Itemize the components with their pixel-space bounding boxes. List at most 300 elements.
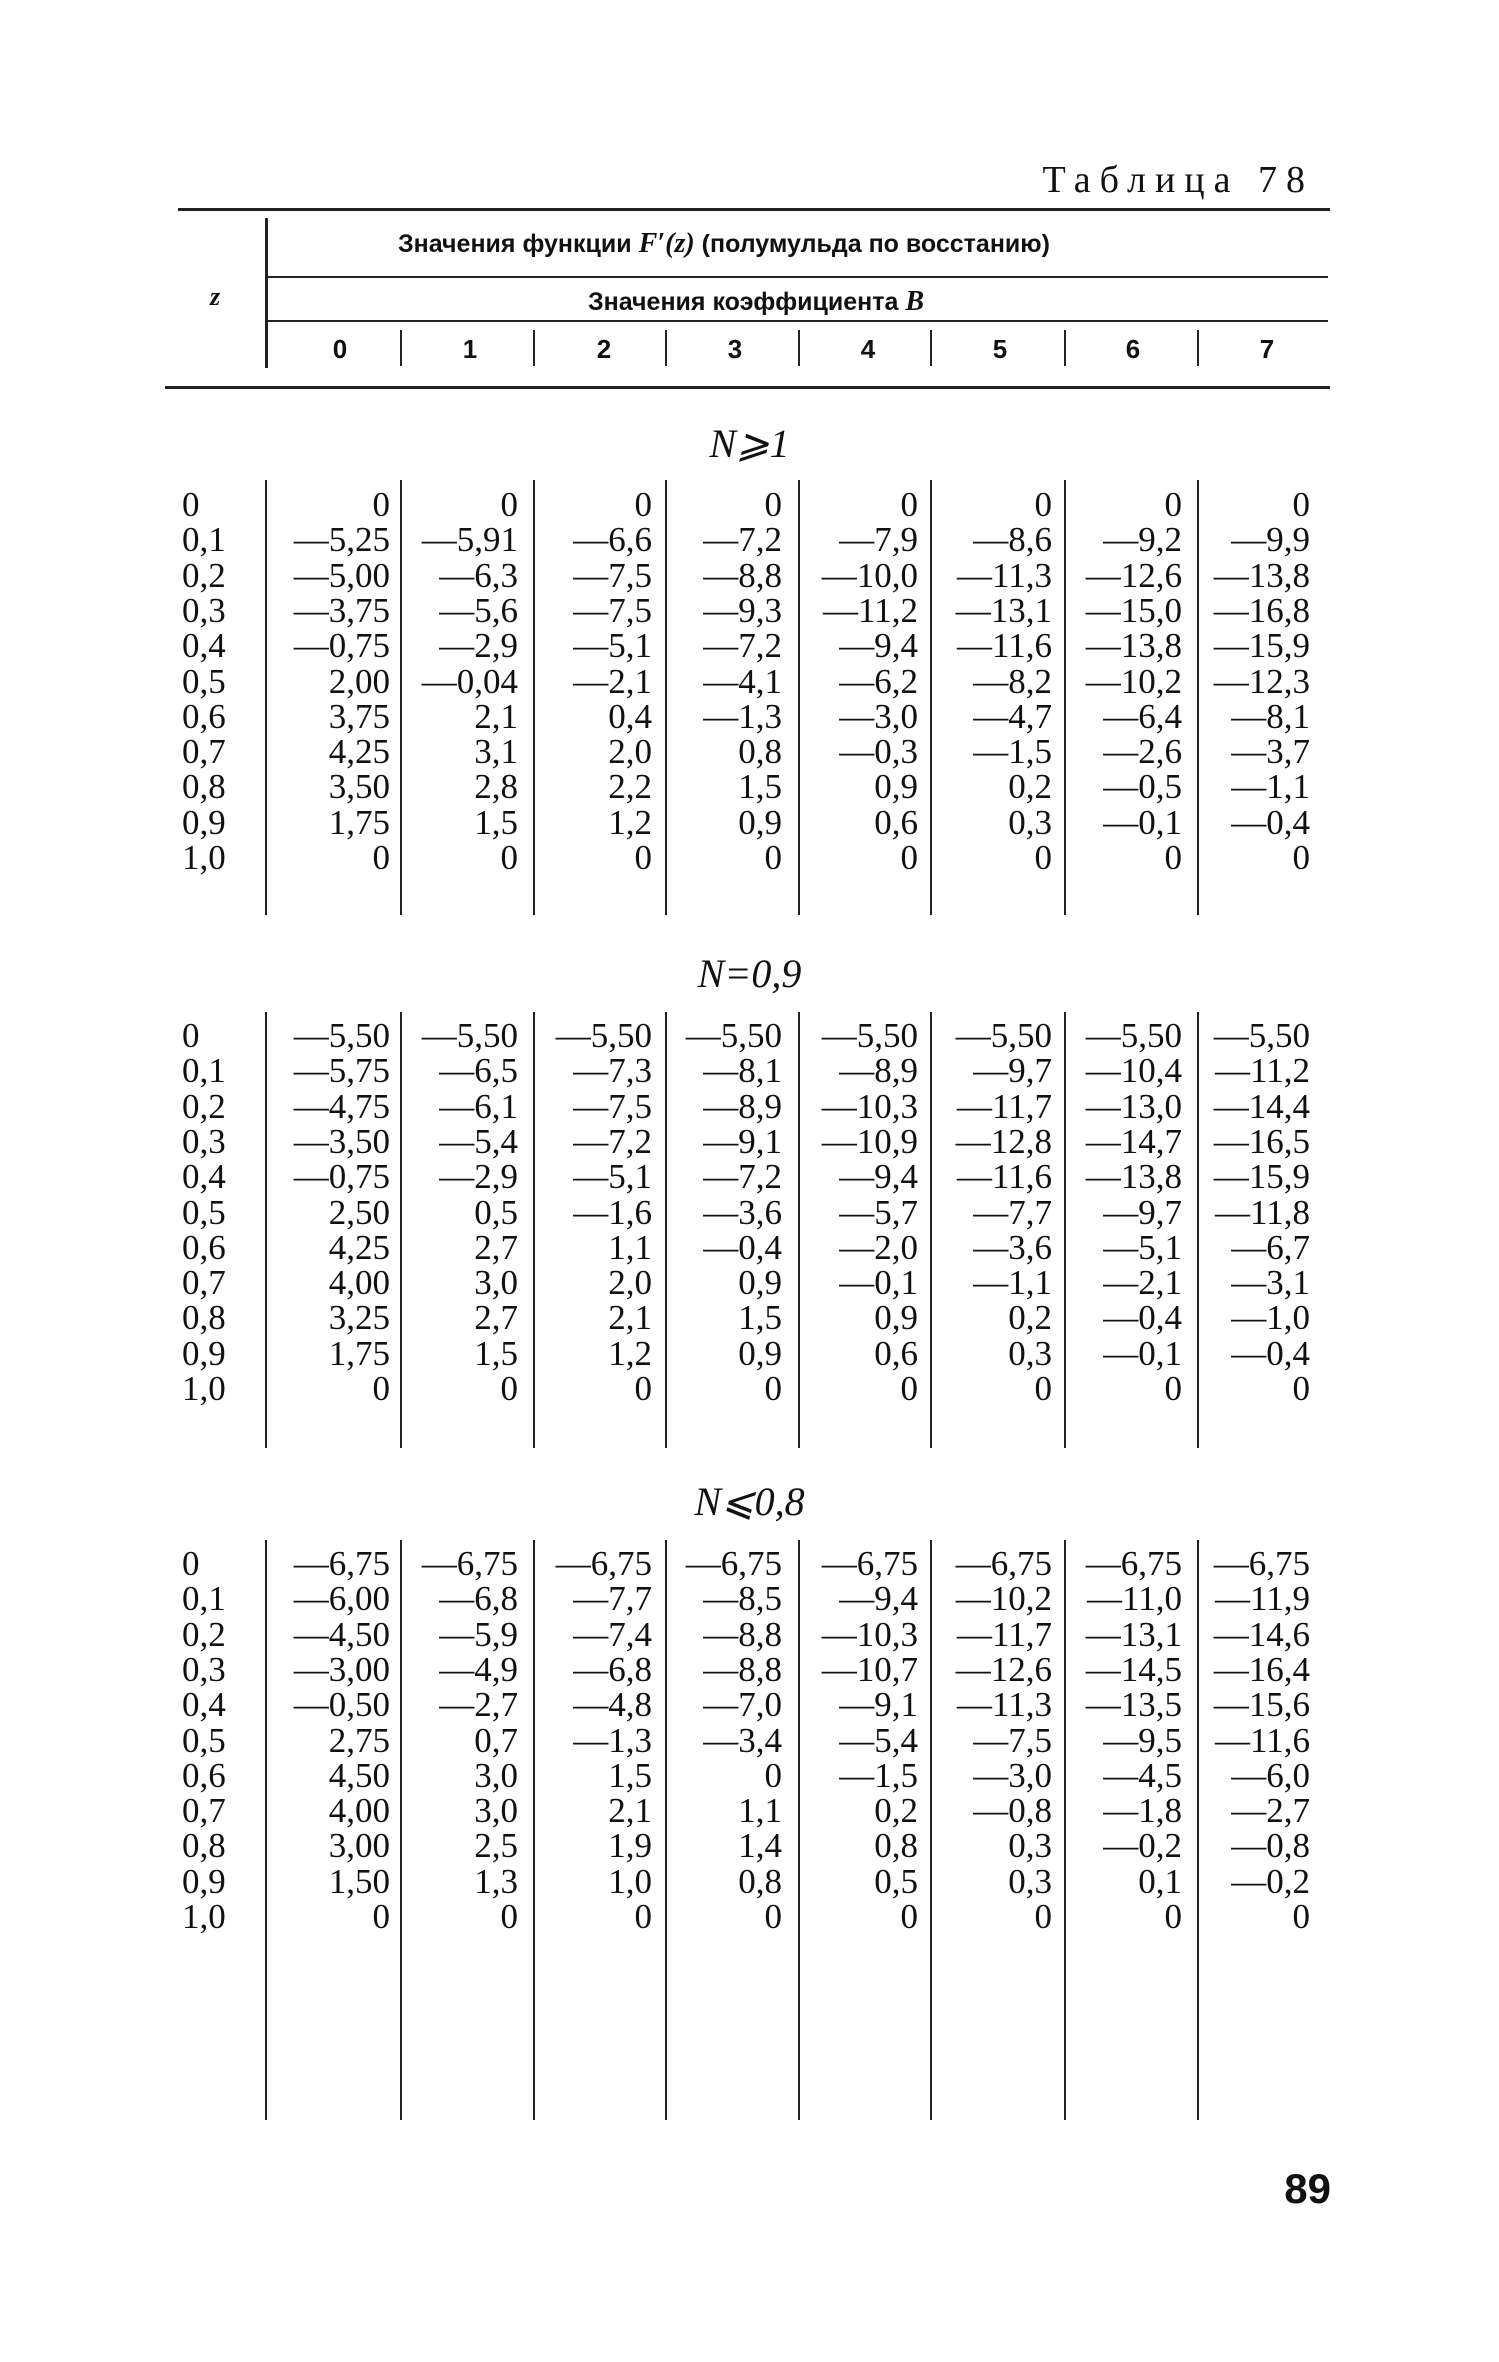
table-cell: 3,0 <box>474 1791 518 1831</box>
header-column-divider <box>1064 330 1066 366</box>
table-cell: —6,8 <box>573 1649 652 1689</box>
table-cell: —9,3 <box>703 590 782 630</box>
z-value: 0,2 <box>182 555 226 595</box>
column-rule <box>265 480 267 915</box>
table-cell: —5,7 <box>839 1192 918 1232</box>
table-cell: 0 <box>1164 1369 1182 1408</box>
table-cell: 0,3 <box>1008 1333 1052 1373</box>
table-cell: 3,25 <box>328 1298 390 1338</box>
header-column-divider <box>1197 330 1199 366</box>
table-cell: —0,1 <box>839 1263 918 1303</box>
table-cell: 0 <box>634 1897 652 1936</box>
table-cell: —9,7 <box>1103 1192 1182 1232</box>
table-cell: —9,7 <box>973 1051 1052 1091</box>
table-cell: 0 <box>1034 1897 1052 1936</box>
z-value: 0,5 <box>182 661 226 701</box>
table-cell: —7,3 <box>573 1051 652 1091</box>
table-cell: —2,7 <box>439 1685 518 1725</box>
table-cell: —0,04 <box>421 661 518 701</box>
table-cell: —11,3 <box>957 1685 1052 1725</box>
table-cell: —12,6 <box>955 1649 1052 1689</box>
table-cell: —13,0 <box>1085 1086 1182 1126</box>
table-cell: 0,4 <box>608 696 652 736</box>
table-cell: 1,1 <box>738 1791 782 1831</box>
table-cell: —8,8 <box>703 1649 782 1689</box>
table-cell: —7,2 <box>703 626 782 666</box>
table-cell: 0 <box>372 485 390 524</box>
table-cell: —5,50 <box>821 1016 918 1055</box>
table-cell: 0 <box>1292 485 1310 524</box>
table-cell: —10,2 <box>955 1579 1052 1619</box>
z-value: 0 <box>182 485 200 524</box>
table-cell: —8,9 <box>703 1086 782 1126</box>
table-cell: —4,8 <box>573 1685 652 1725</box>
z-value: 0,6 <box>182 696 226 736</box>
table-cell: —2,6 <box>1103 732 1182 772</box>
table-cell: —12,6 <box>1085 555 1182 595</box>
table-cell: —8,1 <box>1231 696 1310 736</box>
table-cell: —7,5 <box>573 555 652 595</box>
table-cell: 4,00 <box>328 1791 390 1831</box>
table-cell: —5,50 <box>555 1016 652 1055</box>
table-cell: —6,75 <box>293 1544 390 1583</box>
table-cell: 2,2 <box>608 767 652 807</box>
table-cell: —6,75 <box>955 1544 1052 1583</box>
table-cell: 0,2 <box>1008 1298 1052 1338</box>
table-cell: —16,8 <box>1213 590 1310 630</box>
table-cell: —4,5 <box>1103 1755 1182 1795</box>
z-value: 0,3 <box>182 590 226 630</box>
z-value: 1,0 <box>182 838 226 877</box>
z-value: 0 <box>182 1016 200 1055</box>
table-cell: 0 <box>900 1897 918 1936</box>
table-cell: 0,3 <box>1008 1861 1052 1901</box>
table-cell: 2,1 <box>608 1298 652 1338</box>
table-cell: —1,8 <box>1103 1791 1182 1831</box>
table-cell: —11,9 <box>1215 1579 1310 1619</box>
table-cell: —6,75 <box>1085 1544 1182 1583</box>
table-cell: —8,9 <box>839 1051 918 1091</box>
table-cell: 4,00 <box>328 1263 390 1303</box>
table-cell: 1,9 <box>608 1826 652 1866</box>
table-cell: 1,5 <box>608 1755 652 1795</box>
table-cell: —6,4 <box>1103 696 1182 736</box>
table-cell: 0,9 <box>738 1263 782 1303</box>
table-cell: —11,2 <box>823 590 918 630</box>
table-cell: —11,8 <box>1215 1192 1310 1232</box>
table-cell: —0,75 <box>293 626 390 666</box>
table-cell: —3,7 <box>1231 732 1310 772</box>
table-cell: —14,4 <box>1213 1086 1310 1126</box>
table-cell: 2,1 <box>608 1791 652 1831</box>
table-cell: 1,0 <box>608 1861 652 1901</box>
table-cell: —13,1 <box>955 590 1052 630</box>
table-cell: —12,8 <box>955 1121 1052 1161</box>
table-cell: —10,9 <box>821 1121 918 1161</box>
table-cell: —0,4 <box>703 1227 782 1267</box>
z-value: 1,0 <box>182 1897 226 1936</box>
table-cell: 2,0 <box>608 732 652 772</box>
table-cell: —11,7 <box>957 1614 1052 1654</box>
table-cell: —11,2 <box>1215 1051 1310 1091</box>
table-cell: 0 <box>764 485 782 524</box>
table-cell: 1,75 <box>328 1333 390 1373</box>
table-cell: 1,5 <box>474 1333 518 1373</box>
table-cell: —0,1 <box>1103 802 1182 842</box>
z-value: 0,8 <box>182 1298 226 1338</box>
table-cell: 0,3 <box>1008 1826 1052 1866</box>
z-value: 0,9 <box>182 1861 226 1901</box>
z-value: 0,9 <box>182 802 226 842</box>
z-value: 0,3 <box>182 1121 226 1161</box>
function-title-pre: Значения функции <box>398 230 632 258</box>
table-cell: —11,7 <box>957 1086 1052 1126</box>
section-title: N⩽0,8 <box>694 1479 805 1524</box>
table-cell: —11,0 <box>1087 1579 1182 1619</box>
table-cell: —13,8 <box>1085 1157 1182 1197</box>
column-number: 0 <box>332 334 348 364</box>
table-cell: 0 <box>372 1897 390 1936</box>
table-cell: —6,0 <box>1231 1755 1310 1795</box>
table-cell: —10,0 <box>821 555 918 595</box>
table-cell: 1,75 <box>328 802 390 842</box>
header-column-divider <box>930 330 932 366</box>
table-cell: 3,1 <box>474 732 518 772</box>
column-number: 6 <box>1125 334 1141 364</box>
table-cell: 2,75 <box>328 1720 390 1760</box>
table-cell: —1,0 <box>1231 1298 1310 1338</box>
table-cell: 0 <box>634 838 652 877</box>
table-cell: —15,0 <box>1085 590 1182 630</box>
table-cell: 2,00 <box>328 661 390 701</box>
table-cell: —14,6 <box>1213 1614 1310 1654</box>
table-cell: —2,7 <box>1231 1791 1310 1831</box>
table-cell: —5,50 <box>293 1016 390 1055</box>
table-cell: —1,1 <box>973 1263 1052 1303</box>
table-cell: —0,8 <box>1231 1826 1310 1866</box>
table-cell: —3,6 <box>703 1192 782 1232</box>
table-cell: —7,5 <box>573 590 652 630</box>
column-rule <box>265 1012 267 1448</box>
table-cell: —5,25 <box>293 520 390 560</box>
table-cell: 0,9 <box>738 802 782 842</box>
table-cell: 0 <box>500 485 518 524</box>
coefficient-title <box>588 286 924 318</box>
table-cell: 1,3 <box>474 1861 518 1901</box>
table-cell: —2,9 <box>439 626 518 666</box>
table-cell: —6,75 <box>421 1544 518 1583</box>
header-mid-rule-1 <box>268 276 1328 278</box>
table-cell: 0 <box>1034 485 1052 524</box>
z-value: 0,1 <box>182 1579 226 1619</box>
table-cell: —0,4 <box>1231 1333 1310 1373</box>
z-value: 0,5 <box>182 1192 226 1232</box>
table-cell: —7,7 <box>573 1579 652 1619</box>
table-cell: 3,00 <box>328 1826 390 1866</box>
table-cell: —0,1 <box>1103 1333 1182 1373</box>
table-cell: —12,3 <box>1213 661 1310 701</box>
table-cell: —6,75 <box>1213 1544 1310 1583</box>
table-cell: 0 <box>764 1755 782 1795</box>
table-cell: —14,5 <box>1085 1649 1182 1689</box>
function-symbol: F′(z) <box>638 228 695 259</box>
table-cell: —5,50 <box>1213 1016 1310 1055</box>
table-cell: —1,6 <box>573 1192 652 1232</box>
table-cell: —4,50 <box>293 1614 390 1654</box>
column-number: 2 <box>596 334 612 364</box>
table-cell: —11,6 <box>957 626 1052 666</box>
table-cell: 0,5 <box>874 1861 918 1901</box>
table-cell: 0 <box>634 485 652 524</box>
table-cell: 2,0 <box>608 1263 652 1303</box>
table-cell: 2,7 <box>474 1298 518 1338</box>
table-cell: —7,2 <box>703 520 782 560</box>
table-cell: —6,8 <box>439 1579 518 1619</box>
table-cell: —5,9 <box>439 1614 518 1654</box>
table-cell: —1,1 <box>1231 767 1310 807</box>
table-cell: —0,2 <box>1103 1826 1182 1866</box>
table-cell: 3,0 <box>474 1263 518 1303</box>
table-cell: —9,1 <box>839 1685 918 1725</box>
table-cell: 0,2 <box>874 1791 918 1831</box>
z-column-header: z <box>210 282 221 311</box>
table-cell: —8,8 <box>703 1614 782 1654</box>
table-cell: —6,7 <box>1231 1227 1310 1267</box>
table-cell: —11,3 <box>957 555 1052 595</box>
table-cell: 0 <box>900 1369 918 1408</box>
column-number: 7 <box>1259 334 1275 364</box>
z-value: 0,6 <box>182 1755 226 1795</box>
table-cell: —5,1 <box>1103 1227 1182 1267</box>
table-cell: 0 <box>900 838 918 877</box>
z-value: 0,7 <box>182 732 226 772</box>
column-number: 1 <box>462 334 478 364</box>
table-cell: 0 <box>1034 838 1052 877</box>
table-cell: —15,9 <box>1213 1157 1310 1197</box>
table-cell: 0,8 <box>738 732 782 772</box>
table-cell: 0,1 <box>1138 1861 1182 1901</box>
table-cell: 0,8 <box>738 1861 782 1901</box>
table-cell: —3,0 <box>973 1755 1052 1795</box>
table-cell: —10,3 <box>821 1086 918 1126</box>
table-cell: —9,2 <box>1103 520 1182 560</box>
table-cell: 2,8 <box>474 767 518 807</box>
table-cell: 0,3 <box>1008 802 1052 842</box>
table-cell: —6,3 <box>439 555 518 595</box>
z-value: 0,8 <box>182 1826 226 1866</box>
table-cell: 1,4 <box>738 1826 782 1866</box>
header-bottom-rule <box>165 386 1330 389</box>
table-cell: —2,1 <box>573 661 652 701</box>
table-cell: 0 <box>1164 485 1182 524</box>
table-cell: —7,2 <box>703 1157 782 1197</box>
table-cell: 1,5 <box>738 1298 782 1338</box>
table-cell: —5,91 <box>421 520 518 560</box>
table-cell: —7,5 <box>573 1086 652 1126</box>
table-cell: 0 <box>764 838 782 877</box>
z-value: 0,1 <box>182 1051 226 1091</box>
table-cell: —7,4 <box>573 1614 652 1654</box>
table-cell: —0,5 <box>1103 767 1182 807</box>
table-cell: —16,4 <box>1213 1649 1310 1689</box>
table-cell: —9,4 <box>839 626 918 666</box>
table-cell: —9,4 <box>839 1579 918 1619</box>
table-cell: —11,6 <box>1215 1720 1310 1760</box>
table-cell: 0 <box>1292 838 1310 877</box>
function-title-post: (полумульда по восстанию) <box>701 230 1050 258</box>
table-cell: —5,50 <box>955 1016 1052 1055</box>
table-cell: 1,2 <box>608 802 652 842</box>
z-value: 1,0 <box>182 1369 226 1408</box>
table-cell: —1,5 <box>839 1755 918 1795</box>
table-cell: —0,75 <box>293 1157 390 1197</box>
table-cell: 1,2 <box>608 1333 652 1373</box>
table-cell: —2,9 <box>439 1157 518 1197</box>
column-rule <box>265 1540 267 2120</box>
table-cell: —6,00 <box>293 1579 390 1619</box>
table-cell: 0 <box>900 485 918 524</box>
coefficient-symbol: B <box>905 286 925 317</box>
table-cell: 3,50 <box>328 767 390 807</box>
table-cell: 0 <box>1164 1897 1182 1936</box>
table-cell: —8,5 <box>703 1579 782 1619</box>
table-cell: 0 <box>372 1369 390 1408</box>
table-cell: —0,3 <box>839 732 918 772</box>
header-z-divider <box>265 218 268 368</box>
table-cell: —4,75 <box>293 1086 390 1126</box>
table-cell: —14,7 <box>1085 1121 1182 1161</box>
table-caption: Таблица 78 <box>1042 159 1314 201</box>
z-value: 0,6 <box>182 1227 226 1267</box>
table-cell: —3,00 <box>293 1649 390 1689</box>
table-cell: —7,2 <box>573 1121 652 1161</box>
table-cell: —13,8 <box>1213 555 1310 595</box>
table-cell: 0,2 <box>1008 767 1052 807</box>
table-cell: —6,5 <box>439 1051 518 1091</box>
header-column-divider <box>665 330 667 366</box>
header-column-divider <box>533 330 535 366</box>
table-cell: 1,5 <box>474 802 518 842</box>
table-cell: —9,9 <box>1231 520 1310 560</box>
table-cell: —0,8 <box>973 1791 1052 1831</box>
table-cell: 2,1 <box>474 696 518 736</box>
table-cell: —5,00 <box>293 555 390 595</box>
table-cell: —10,2 <box>1085 661 1182 701</box>
z-value: 0,8 <box>182 767 226 807</box>
table-cell: —8,8 <box>703 555 782 595</box>
header-column-divider <box>400 330 402 366</box>
table-cell: 0,6 <box>874 802 918 842</box>
table-cell: —5,50 <box>421 1016 518 1055</box>
table-cell: —7,7 <box>973 1192 1052 1232</box>
table-cell: —7,0 <box>703 1685 782 1725</box>
table-cell: —0,50 <box>293 1685 390 1725</box>
z-value: 0,2 <box>182 1614 226 1654</box>
table-cell: 0,7 <box>474 1720 518 1760</box>
table-cell: —13,1 <box>1085 1614 1182 1654</box>
table-cell: —5,4 <box>839 1720 918 1760</box>
table-cell: —4,1 <box>703 661 782 701</box>
table-cell: 0 <box>1164 838 1182 877</box>
table-cell: —6,75 <box>685 1544 782 1583</box>
table-cell: —5,50 <box>1085 1016 1182 1055</box>
table-cell: —3,4 <box>703 1720 782 1760</box>
table-cell: —10,7 <box>821 1649 918 1689</box>
section-title: N=0,9 <box>697 951 802 996</box>
table-cell: —3,50 <box>293 1121 390 1161</box>
table-cell: 2,7 <box>474 1227 518 1267</box>
table-cell: —2,0 <box>839 1227 918 1267</box>
z-value: 0,4 <box>182 626 226 666</box>
table-cell: —1,3 <box>573 1720 652 1760</box>
table-cell: 0 <box>500 1369 518 1408</box>
section-title: N⩾1 <box>709 421 790 466</box>
table-cell: —5,6 <box>439 590 518 630</box>
table-cell: —16,5 <box>1213 1121 1310 1161</box>
table-cell: —10,4 <box>1085 1051 1182 1091</box>
z-value: 0,4 <box>182 1157 226 1197</box>
z-value: 0,7 <box>182 1791 226 1831</box>
table-cell: 0 <box>500 838 518 877</box>
table-cell: —8,2 <box>973 661 1052 701</box>
table-cell: —3,6 <box>973 1227 1052 1267</box>
table-cell: —7,9 <box>839 520 918 560</box>
table-cell: 0 <box>500 1897 518 1936</box>
table-cell: —2,1 <box>1103 1263 1182 1303</box>
table-cell: 0 <box>1292 1369 1310 1408</box>
table-cell: —8,1 <box>703 1051 782 1091</box>
table-cell: —9,4 <box>839 1157 918 1197</box>
table-cell: —8,6 <box>973 520 1052 560</box>
table-cell: —5,1 <box>573 626 652 666</box>
table-cell: 0,6 <box>874 1333 918 1373</box>
table-cell: —9,1 <box>703 1121 782 1161</box>
table-cell: 2,50 <box>328 1192 390 1232</box>
table-cell: 0 <box>764 1369 782 1408</box>
table-cell: 1,50 <box>328 1861 390 1901</box>
table-cell: 0,5 <box>474 1192 518 1232</box>
table-cell: —4,7 <box>973 696 1052 736</box>
column-number: 3 <box>727 334 743 364</box>
table-cell: 0,9 <box>874 1298 918 1338</box>
table-cell: —9,5 <box>1103 1720 1182 1760</box>
table-cell: —13,5 <box>1085 1685 1182 1725</box>
header-top-rule <box>178 208 1330 211</box>
table-cell: —4,9 <box>439 1649 518 1689</box>
table-cell: 0 <box>372 838 390 877</box>
table-cell: —3,0 <box>839 696 918 736</box>
table-cell: 1,5 <box>738 767 782 807</box>
table-cell: 0 <box>1292 1897 1310 1936</box>
table-cell: —5,75 <box>293 1051 390 1091</box>
z-value: 0,1 <box>182 520 226 560</box>
table-cell: —5,1 <box>573 1157 652 1197</box>
table-cell: 4,25 <box>328 1227 390 1267</box>
z-value: 0,3 <box>182 1649 226 1689</box>
table-cell: —5,50 <box>685 1016 782 1055</box>
table-cell: 1,1 <box>608 1227 652 1267</box>
table-cell: —0,4 <box>1231 802 1310 842</box>
z-value: 0 <box>182 1544 200 1583</box>
header-mid-rule-2 <box>268 320 1328 322</box>
z-value: 0,9 <box>182 1333 226 1373</box>
table-cell: —7,5 <box>973 1720 1052 1760</box>
header-column-divider <box>798 330 800 366</box>
function-title <box>398 228 1050 260</box>
coefficient-title-pre: Значения коэффициента <box>588 288 899 316</box>
table-cell: 0 <box>1034 1369 1052 1408</box>
table-cell: —1,3 <box>703 696 782 736</box>
